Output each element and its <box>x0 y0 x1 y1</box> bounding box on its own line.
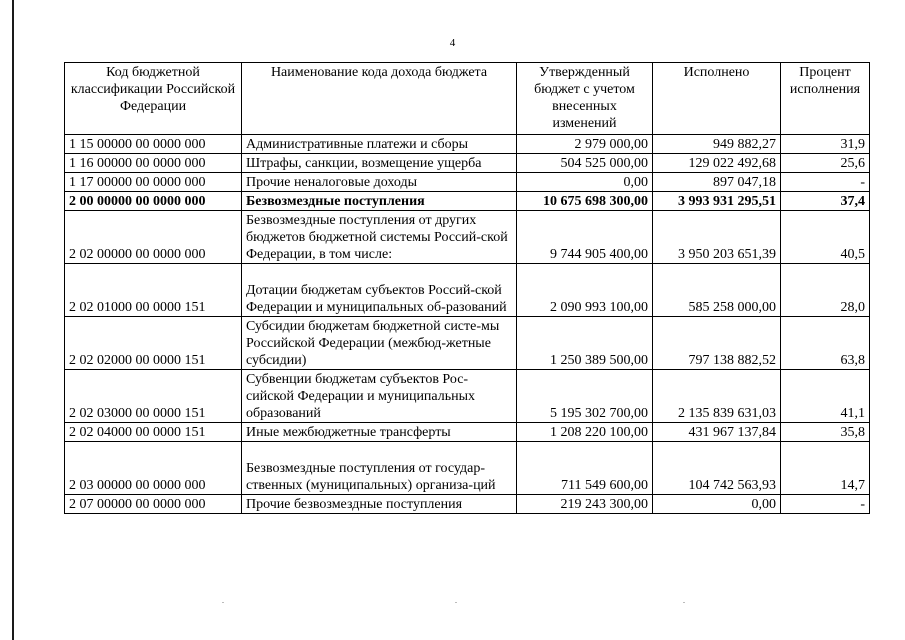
cell-percent: - <box>781 173 870 192</box>
cell-executed: 104 742 563,93 <box>653 442 781 495</box>
cell-name: Иные межбюджетные трансферты <box>242 423 517 442</box>
cell-code: 2 02 00000 00 0000 000 <box>65 211 242 264</box>
table-row <box>65 192 870 211</box>
table-row <box>65 423 870 442</box>
cell-executed: 0,00 <box>653 495 781 514</box>
cell-code: 2 00 00000 00 0000 000 <box>65 192 242 211</box>
header-approved: Утвержденный бюджет с учетом внесенных изменений <box>517 63 653 135</box>
cell-name: Безвозмездные поступления от государ-ственных (муниципальных) организа-ций <box>242 442 517 495</box>
table-row <box>65 317 870 370</box>
cell-percent: 41,1 <box>781 370 870 423</box>
cell-executed: 949 882,27 <box>653 135 781 154</box>
cell-approved: 5 195 302 700,00 <box>517 370 653 423</box>
cell-name: Безвозмездные поступления от других бюджетов бюджетной системы Россий-ской Федерации, в том числе: <box>242 211 517 264</box>
header-name: Наименование кода дохода бюджета <box>242 63 517 135</box>
cell-percent: 14,7 <box>781 442 870 495</box>
cell-name: Прочие безвозмездные поступления <box>242 495 517 514</box>
table-row <box>65 264 870 317</box>
table-row <box>65 442 870 495</box>
cell-name: Административные платежи и сборы <box>242 135 517 154</box>
cell-approved: 10 675 698 300,00 <box>517 192 653 211</box>
header-percent: Процент исполнения <box>781 63 870 135</box>
cell-percent: 63,8 <box>781 317 870 370</box>
table-header-row <box>65 63 870 135</box>
cell-name: Субвенции бюджетам субъектов Рос-сийской Федерации и муниципальных образований <box>242 370 517 423</box>
cell-name: Дотации бюджетам субъектов Россий-ской Федерации и муниципальных об-разований <box>242 264 517 317</box>
cell-executed: 2 135 839 631,03 <box>653 370 781 423</box>
cell-executed: 797 138 882,52 <box>653 317 781 370</box>
cell-code: 1 17 00000 00 0000 000 <box>65 173 242 192</box>
header-executed: Исполнено <box>653 63 781 135</box>
cell-approved: 219 243 300,00 <box>517 495 653 514</box>
cell-approved: 0,00 <box>517 173 653 192</box>
cell-percent: 25,6 <box>781 154 870 173</box>
cell-executed: 129 022 492,68 <box>653 154 781 173</box>
cell-code: 2 02 01000 00 0000 151 <box>65 264 242 317</box>
table-row <box>65 495 870 514</box>
cell-percent: 40,5 <box>781 211 870 264</box>
cell-code: 1 15 00000 00 0000 000 <box>65 135 242 154</box>
cell-approved: 711 549 600,00 <box>517 442 653 495</box>
cell-executed: 585 258 000,00 <box>653 264 781 317</box>
cell-name: Штрафы, санкции, возмещение ущерба <box>242 154 517 173</box>
header-code: Код бюджетной классификации Российской Федерации <box>65 63 242 135</box>
cell-percent: 28,0 <box>781 264 870 317</box>
budget-income-table <box>64 62 870 514</box>
cell-executed: 3 993 931 295,51 <box>653 192 781 211</box>
cell-percent: 35,8 <box>781 423 870 442</box>
table-row <box>65 370 870 423</box>
cell-code: 2 02 04000 00 0000 151 <box>65 423 242 442</box>
cell-approved: 2 979 000,00 <box>517 135 653 154</box>
cell-executed: 3 950 203 651,39 <box>653 211 781 264</box>
cell-name: Безвозмездные поступления <box>242 192 517 211</box>
cell-approved: 1 250 389 500,00 <box>517 317 653 370</box>
table-row <box>65 173 870 192</box>
scan-speck <box>455 602 457 603</box>
scan-speck <box>222 602 224 603</box>
cell-percent: 31,9 <box>781 135 870 154</box>
cell-executed: 431 967 137,84 <box>653 423 781 442</box>
cell-code: 2 02 03000 00 0000 151 <box>65 370 242 423</box>
cell-approved: 504 525 000,00 <box>517 154 653 173</box>
cell-code: 2 07 00000 00 0000 000 <box>65 495 242 514</box>
page-number: 4 <box>449 37 456 49</box>
cell-approved: 9 744 905 400,00 <box>517 211 653 264</box>
scan-speck <box>683 602 685 603</box>
cell-percent: - <box>781 495 870 514</box>
cell-code: 2 02 02000 00 0000 151 <box>65 317 242 370</box>
cell-executed: 897 047,18 <box>653 173 781 192</box>
cell-approved: 2 090 993 100,00 <box>517 264 653 317</box>
table-row <box>65 154 870 173</box>
cell-approved: 1 208 220 100,00 <box>517 423 653 442</box>
table-row <box>65 135 870 154</box>
cell-name: Субсидии бюджетам бюджетной систе-мы Российской Федерации (межбюд-жетные субсидии) <box>242 317 517 370</box>
cell-code: 1 16 00000 00 0000 000 <box>65 154 242 173</box>
cell-percent: 37,4 <box>781 192 870 211</box>
table-body <box>65 135 870 514</box>
table-row <box>65 211 870 264</box>
cell-code: 2 03 00000 00 0000 000 <box>65 442 242 495</box>
cell-name: Прочие неналоговые доходы <box>242 173 517 192</box>
scan-left-edge <box>12 0 14 640</box>
